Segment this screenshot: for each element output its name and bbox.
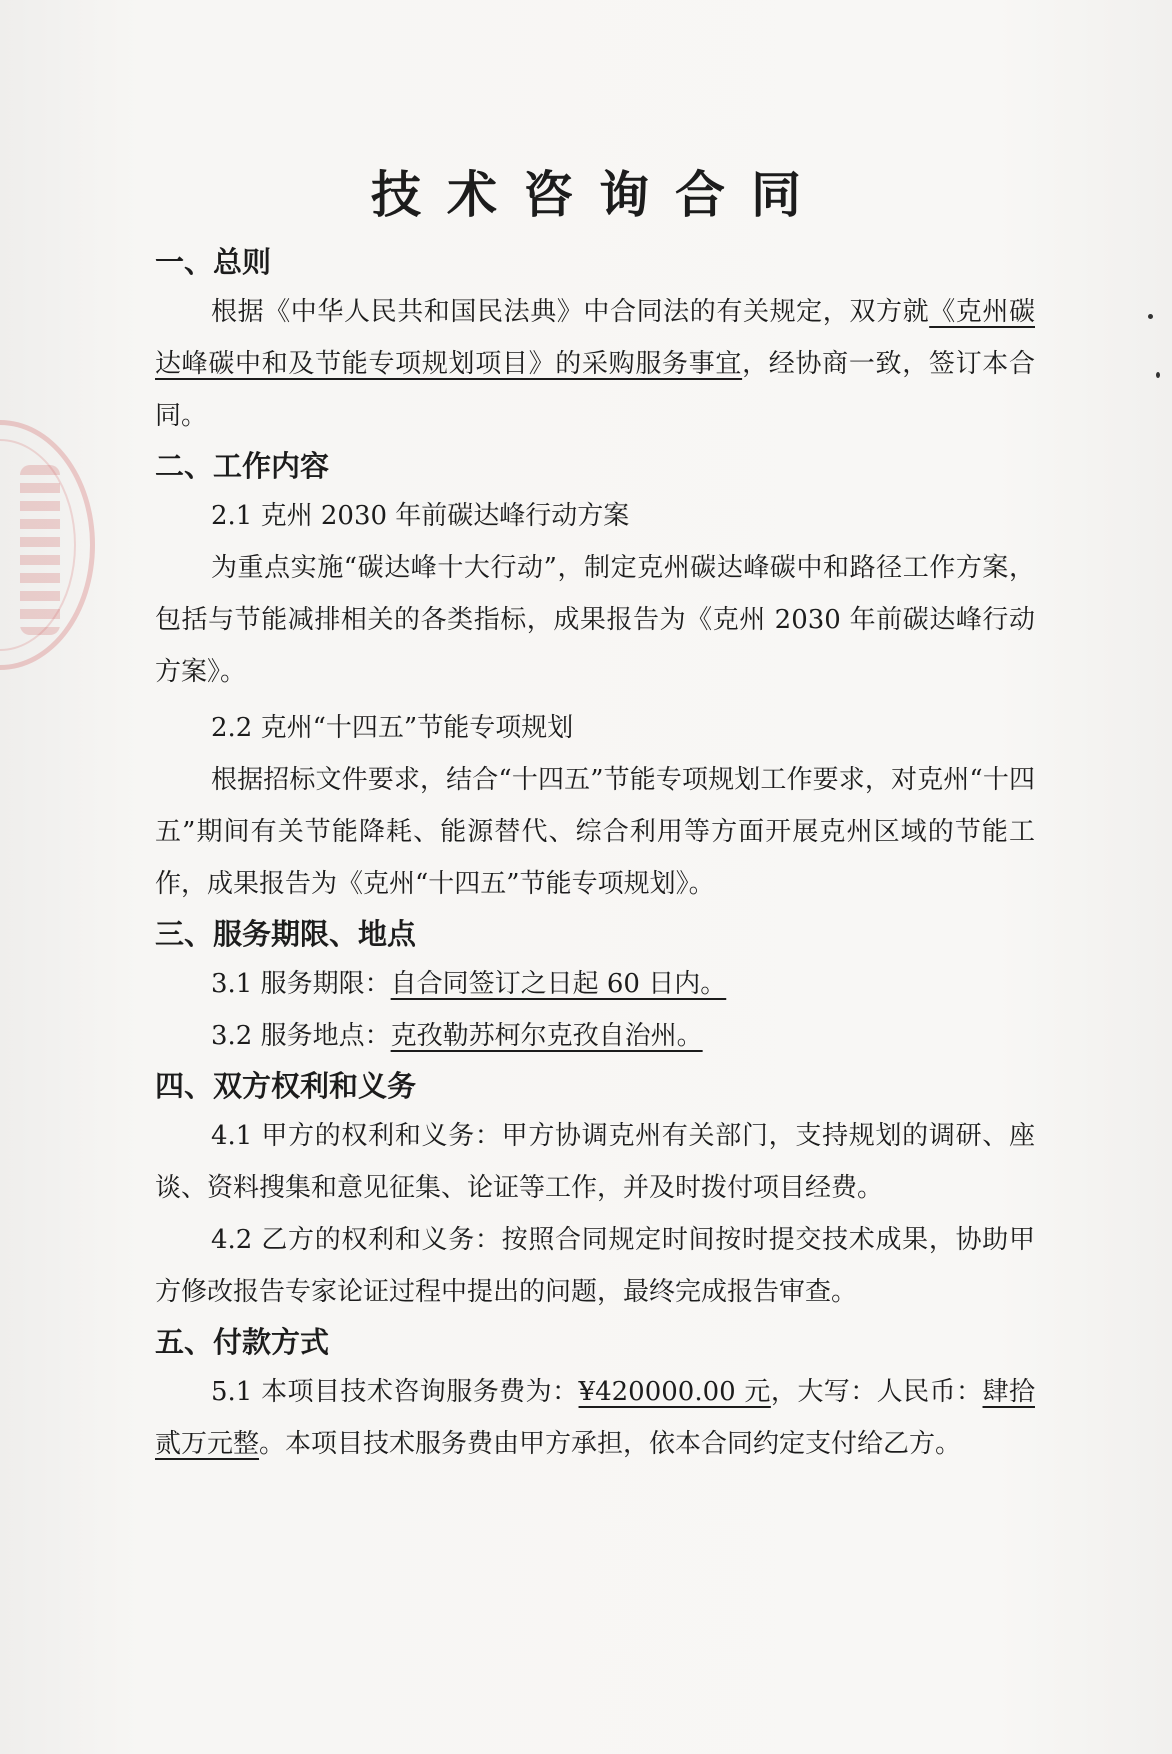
item-3-1 <box>155 958 1035 1010</box>
text-span: 5.1 本项目技术咨询服务费为： <box>211 1377 579 1407</box>
fee-amount-words-underlined: 肆拾贰万元整 <box>155 1377 1035 1459</box>
paragraph-4-2: 4.2 乙方的权利和义务：按照合同规定时间按时提交技术成果，协助甲方修改报告专家论证过程中提出的问题，最终完成报告审查。 <box>155 1225 1035 1307</box>
section-heading-general: 一、总则 <box>155 245 272 279</box>
subheading-2-2: 2.2 克州“十四五”节能专项规划 <box>211 713 574 743</box>
subheading-2-1: 2.1 克州 2030 年前碳达峰行动方案 <box>211 501 630 531</box>
paragraph-5-1 <box>155 1366 1035 1470</box>
section-heading-rights-obligations: 四、双方权利和义务 <box>155 1069 417 1103</box>
text-span: ，经协商一致，签订本合同。 <box>155 349 1035 431</box>
item-label: 3.1 服务期限： <box>211 969 391 999</box>
paragraph-general <box>155 286 1035 442</box>
document-title: 技术咨询合同 <box>371 166 827 224</box>
section-heading-payment: 五、付款方式 <box>155 1325 330 1359</box>
text-span: ，大写：人民币： <box>770 1377 983 1407</box>
paragraph-2-1: 为重点实施“碳达峰十大行动”，制定克州碳达峰碳中和路径工作方案，包括与节能减排相关的各类指标，成果报告为《克州 2030 年前碳达峰行动方案》。 <box>155 553 1035 687</box>
section-heading-work-content: 二、工作内容 <box>155 449 330 483</box>
project-name-underlined: 《克州碳达峰碳中和及节能专项规划项目》的采购服务事宜 <box>155 297 1035 379</box>
text-span: 根据《中华人民共和国民法典》中合同法的有关规定，双方就 <box>211 297 930 327</box>
fee-amount-underlined: ¥420000.00 元 <box>578 1377 771 1407</box>
item-label: 3.2 服务地点： <box>211 1021 391 1051</box>
paragraph-4-1: 4.1 甲方的权利和义务：甲方协调克州有关部门，支持规划的调研、座谈、资料搜集和意见征集、论证等工作，并及时拨付项目经费。 <box>155 1121 1035 1203</box>
scan-dot <box>1156 372 1160 378</box>
seal-characters <box>20 465 60 635</box>
red-seal-stamp <box>0 420 95 670</box>
paragraph-2-2: 根据招标文件要求，结合“十四五”节能专项规划工作要求，对克州“十四五”期间有关节能降耗、能源替代、综合利用等方面开展克州区域的节能工作，成果报告为《克州“十四五”节能专项规划》。 <box>155 765 1035 899</box>
text-span: 。本项目技术服务费由甲方承担，依本合同约定支付给乙方。 <box>259 1429 962 1459</box>
item-3-2 <box>155 1010 1035 1062</box>
scan-dot <box>1148 314 1153 319</box>
service-location-value: 克孜勒苏柯尔克孜自治州。 <box>390 1021 703 1051</box>
section-heading-term-location: 三、服务期限、地点 <box>155 917 417 951</box>
contract-body <box>155 238 1035 1470</box>
service-term-value: 自合同签订之日起 60 日内。 <box>390 969 727 999</box>
